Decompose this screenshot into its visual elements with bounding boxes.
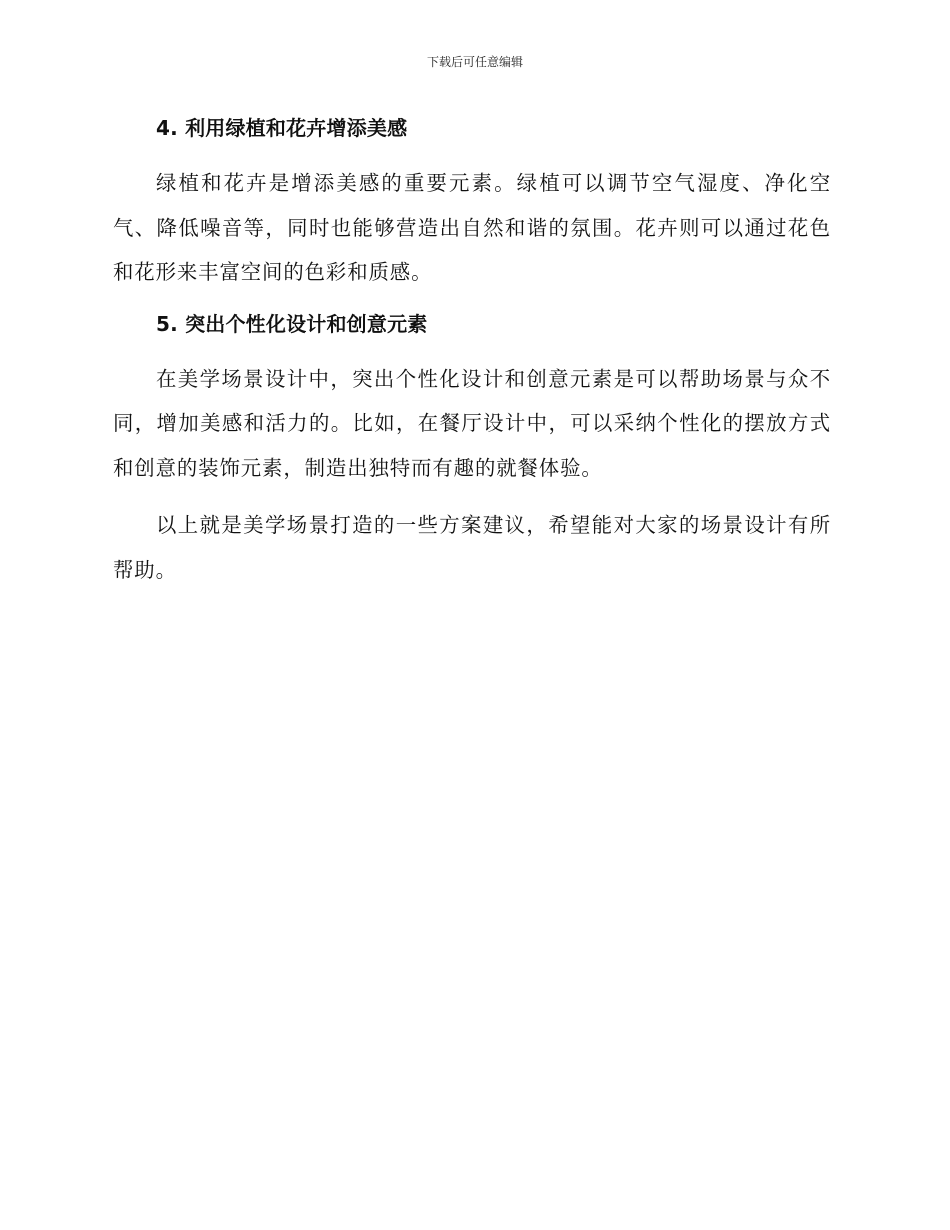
document-body <box>113 112 831 592</box>
page-header: 下载后可任意编辑 <box>426 55 523 69</box>
conclusion-paragraph: 以上就是美学场景打造的一些方案建议，希望能对大家的场景设计有所帮助。 <box>113 513 831 582</box>
section-paragraph-5: 在美学场景设计中，突出个性化设计和创意元素是可以帮助场景与众不同，增加美感和活力的。比如，在餐厅设计中，可以采纳个性化的摆放方式和创意的装饰元素，制造出独特而有趣的就餐体验。 <box>113 366 831 480</box>
section-paragraph-4: 绿植和花卉是增添美感的重要元素。绿植可以调节空气湿度、净化空气、降低噪音等，同时也能够营造出自然和谐的氛围。花卉则可以通过花色和花形来丰富空间的色彩和质感。 <box>113 171 831 284</box>
section-heading-4: 4. 利用绿植和花卉增添美感 <box>156 116 408 140</box>
section-heading-5: 5. 突出个性化设计和创意元素 <box>156 311 428 336</box>
